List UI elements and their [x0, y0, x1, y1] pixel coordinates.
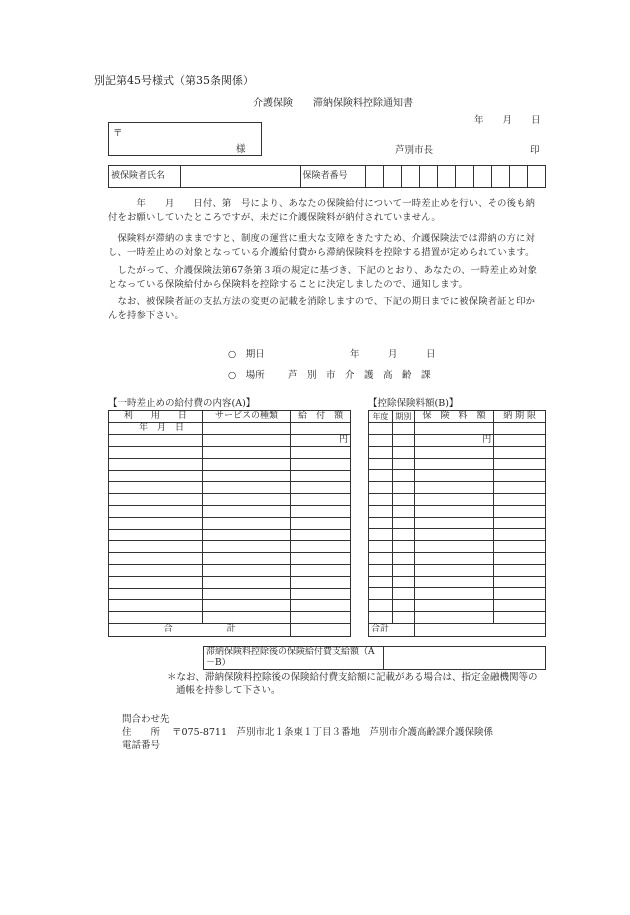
table-row: [369, 458, 546, 470]
table-b-cell[interactable]: [494, 505, 546, 517]
table-row: [369, 541, 546, 553]
table-a-cell[interactable]: [202, 612, 291, 624]
table-b-cell[interactable]: [392, 446, 414, 458]
table-a-cell[interactable]: [202, 564, 291, 576]
table-a-cell[interactable]: [109, 541, 203, 553]
table-b-cell[interactable]: [369, 564, 393, 576]
table-a-cell[interactable]: [291, 494, 351, 506]
table-a-cell[interactable]: [202, 470, 291, 482]
table-a-cell[interactable]: [202, 600, 291, 612]
table-a-cell[interactable]: [109, 564, 203, 576]
table-row: [109, 529, 351, 541]
insured-number-cell[interactable]: [366, 166, 384, 188]
table-a-cell[interactable]: [291, 553, 351, 565]
table-row: [369, 529, 546, 541]
table-b-cell[interactable]: [414, 470, 494, 482]
net-payment-value[interactable]: [384, 647, 546, 670]
table-b-cell[interactable]: [369, 529, 393, 541]
table-b-cell[interactable]: [414, 505, 494, 517]
form-number: 別記第45号様式（第35条関係）: [94, 74, 254, 87]
table-row: [109, 517, 351, 529]
table-a-cell[interactable]: [291, 470, 351, 482]
table-b-cell[interactable]: [392, 493, 414, 505]
table-a-cell[interactable]: [202, 423, 291, 435]
table-b-header-amount: 保 険 料 額: [414, 411, 494, 423]
table-b-cell[interactable]: [414, 482, 494, 494]
net-payment-label: 滞納保険料控除後の保険給付費支給額（A－B）: [204, 647, 384, 670]
date-value: 年 月 日: [350, 349, 436, 360]
table-a-cell[interactable]: [109, 505, 203, 517]
body-paragraph-2: 保険料が滞納のままですと、制度の運営に重大な支障をきたすため、介護保険法では滞納の方に対し、一時差止めの対象となっている介護給付費から滞納保険料を控除する措置が定められています。: [108, 233, 535, 258]
insured-number-label: 保険者番号: [300, 166, 366, 188]
table-b-cell[interactable]: [414, 529, 494, 541]
table-a-header-date: 利 用 日: [109, 411, 203, 423]
table-b-cell[interactable]: [369, 505, 393, 517]
table-row: [369, 588, 546, 600]
table-row: [109, 470, 351, 482]
table-b-cell[interactable]: [494, 458, 546, 470]
body-paragraph-4: なお、被保険者証の支払方法の変更の記載を消除しますので、下記の期日までに被保険者証と印かんを持参下さい。: [108, 296, 536, 321]
insured-number-cell[interactable]: [492, 166, 510, 188]
table-a-cell[interactable]: [291, 600, 351, 612]
table-a-cell[interactable]: [291, 517, 351, 529]
table-a-cell[interactable]: [202, 494, 291, 506]
date-label: ○ 期日: [228, 349, 265, 360]
table-b-cell[interactable]: [414, 458, 494, 470]
table-b-cell[interactable]: [392, 517, 414, 529]
table-b-cell[interactable]: [414, 588, 494, 600]
insured-number-cell[interactable]: [420, 166, 438, 188]
table-b-cell[interactable]: [392, 505, 414, 517]
net-payment-table: [203, 646, 546, 670]
table-a-cell[interactable]: [109, 576, 203, 588]
insured-number-cell[interactable]: [456, 166, 474, 188]
table-b-header-due: 納 期 限: [494, 411, 546, 423]
table-a-cell[interactable]: [109, 529, 203, 541]
table-row: [109, 505, 351, 517]
seal-mark: 印: [530, 145, 540, 156]
body-paragraph-1: 年 月 日付、第 号により、あなたの保険給付について一時差止めを行い、その後も納付をお願いしていたところですが、未だに介護保険料が納付されていません。: [108, 198, 536, 223]
table-b-total-label: 合計: [369, 623, 415, 636]
table-a-total-value[interactable]: [291, 623, 351, 636]
table-b-cell[interactable]: [414, 517, 494, 529]
insured-number-cell[interactable]: [474, 166, 492, 188]
place-label: ○ 場所: [228, 370, 265, 381]
table-b-cell[interactable]: [369, 423, 393, 435]
table-a-cell[interactable]: [291, 564, 351, 576]
table-b-cell[interactable]: [494, 541, 546, 553]
document-title: 介護保険 滞納保険料控除通知書: [253, 98, 413, 109]
table-row: [109, 612, 351, 624]
table-a-cell[interactable]: [291, 612, 351, 624]
table-row: [109, 541, 351, 553]
table-a-caption: 【一時差止めの給付費の内容(A)】: [108, 398, 256, 409]
insured-name-field[interactable]: [180, 166, 300, 188]
table-b-header-period: 期別: [392, 411, 414, 423]
table-b-header-year: 年度: [369, 411, 393, 423]
table-a-cell[interactable]: [291, 505, 351, 517]
table-a-cell[interactable]: [109, 470, 203, 482]
table-b-caption: 【控除保険料額(B)】: [368, 398, 459, 409]
table-b-cell[interactable]: [392, 423, 414, 435]
address-box[interactable]: [108, 122, 262, 156]
mayor-title: 芦別市長: [395, 145, 434, 156]
table-row: [369, 552, 546, 564]
table-a-cell[interactable]: [202, 517, 291, 529]
table-b-cell[interactable]: [369, 458, 393, 470]
table-a-cell[interactable]: [291, 588, 351, 600]
table-a-cell[interactable]: [291, 447, 351, 459]
table-a-cell[interactable]: [291, 541, 351, 553]
place-value: 芦 別 市 介 護 高 齢 課: [288, 370, 431, 381]
insured-number-cell[interactable]: [384, 166, 402, 188]
table-b-cell[interactable]: [369, 493, 393, 505]
note-line-2: 通帳を持参して下さい。: [176, 685, 281, 696]
table-row: [369, 611, 546, 623]
table-a-cell[interactable]: [202, 553, 291, 565]
table-b-cell[interactable]: [414, 541, 494, 553]
table-a-cell[interactable]: [202, 482, 291, 494]
table-row: [369, 564, 546, 576]
table-row: [109, 600, 351, 612]
table-b-cell[interactable]: [392, 564, 414, 576]
table-b-cell[interactable]: [494, 493, 546, 505]
table-b-total-value[interactable]: [414, 623, 545, 636]
table-b-cell[interactable]: [414, 493, 494, 505]
table-a-cell[interactable]: [291, 482, 351, 494]
table-b-cell[interactable]: [392, 552, 414, 564]
table-row: [369, 482, 546, 494]
table-b-cell[interactable]: [369, 434, 393, 446]
table-b-cell[interactable]: [369, 552, 393, 564]
table-b-cell[interactable]: [392, 529, 414, 541]
contact-address-label: 住 所: [122, 727, 161, 738]
table-b-cell[interactable]: [369, 600, 393, 612]
table-b-cell[interactable]: [494, 482, 546, 494]
table-b-cell[interactable]: [369, 611, 393, 623]
contact-address-value: 〒075-8711 芦別市北１条東１丁目３番地 芦別市介護高齢課介護保険係: [172, 727, 494, 738]
table-b-cell[interactable]: [494, 600, 546, 612]
table-a-first-date: 年 月 日: [109, 423, 203, 435]
insured-number-cell[interactable]: [438, 166, 456, 188]
table-b-cell[interactable]: [414, 611, 494, 623]
table-a-cell[interactable]: [202, 541, 291, 553]
table-row: [109, 576, 351, 588]
table-b: [368, 410, 546, 637]
table-row: [369, 600, 546, 612]
table-a-cell[interactable]: [202, 435, 291, 447]
insured-number-cell[interactable]: [509, 166, 527, 188]
table-a-cell[interactable]: [202, 588, 291, 600]
table-row: [109, 564, 351, 576]
table-b-cell[interactable]: [392, 576, 414, 588]
table-row: [369, 576, 546, 588]
insured-number-cell[interactable]: [402, 166, 420, 188]
table-b-cell[interactable]: [494, 423, 546, 435]
table-a-header-service: サービスの種類: [202, 411, 291, 423]
table-b-cell[interactable]: [392, 482, 414, 494]
table-a-total-label: 合 計: [109, 623, 291, 636]
table-a-cell[interactable]: [109, 458, 203, 470]
postal-mark: 〒: [113, 128, 123, 139]
honorific: 様: [236, 144, 246, 155]
table-a: [108, 410, 351, 637]
table-b-cell[interactable]: [392, 588, 414, 600]
contact-phone-label: 電話番号: [122, 740, 161, 751]
table-a-cell[interactable]: [109, 588, 203, 600]
table-row: [369, 517, 546, 529]
table-a-cell[interactable]: [291, 529, 351, 541]
table-row: [369, 493, 546, 505]
table-row: [369, 446, 546, 458]
table-a-header-amount: 給 付 額: [291, 411, 351, 423]
table-b-cell[interactable]: [392, 470, 414, 482]
table-b-cell[interactable]: [392, 434, 414, 446]
table-a-cell[interactable]: [109, 600, 203, 612]
table-b-cell[interactable]: [414, 564, 494, 576]
note-line-1: ＊なお、滞納保険料控除後の保険給付費支給額に記載がある場合は、指定金融機関等の: [167, 672, 538, 683]
table-a-cell[interactable]: [291, 423, 351, 435]
table-b-cell[interactable]: [414, 576, 494, 588]
table-row: [369, 505, 546, 517]
table-a-cell[interactable]: [109, 494, 203, 506]
table-b-cell[interactable]: [369, 576, 393, 588]
issue-date: 年 月 日: [474, 115, 541, 126]
insured-name-label: 被保険者氏名: [109, 166, 181, 188]
table-b-cell[interactable]: [392, 458, 414, 470]
table-b-cell[interactable]: [369, 446, 393, 458]
table-a-cell[interactable]: [109, 612, 203, 624]
table-b-cell[interactable]: [494, 470, 546, 482]
table-b-cell[interactable]: [369, 541, 393, 553]
table-a-cell[interactable]: [109, 435, 203, 447]
table-a-cell[interactable]: [202, 505, 291, 517]
table-b-cell[interactable]: [494, 611, 546, 623]
table-a-cell[interactable]: [109, 482, 203, 494]
table-row: [109, 482, 351, 494]
table-b-cell[interactable]: [494, 529, 546, 541]
table-b-cell[interactable]: [494, 517, 546, 529]
table-b-cell[interactable]: [369, 482, 393, 494]
table-b-cell[interactable]: [392, 600, 414, 612]
contact-heading: 問合わせ先: [122, 714, 170, 725]
table-b-cell[interactable]: [392, 541, 414, 553]
table-a-cell[interactable]: [202, 529, 291, 541]
table-a-unit: 円: [291, 435, 351, 447]
table-a-cell[interactable]: [202, 576, 291, 588]
table-row: [109, 588, 351, 600]
table-b-cell[interactable]: [494, 434, 546, 446]
table-row: [109, 553, 351, 565]
table-a-cell[interactable]: [109, 447, 203, 459]
table-b-cell[interactable]: [414, 600, 494, 612]
table-a-cell[interactable]: [109, 553, 203, 565]
insured-info-table: [108, 165, 546, 188]
table-b-cell[interactable]: [369, 588, 393, 600]
table-b-cell[interactable]: [369, 517, 393, 529]
table-a-cell[interactable]: [202, 458, 291, 470]
table-row: [369, 470, 546, 482]
table-b-cell[interactable]: [494, 564, 546, 576]
table-b-cell[interactable]: [494, 552, 546, 564]
table-a-cell[interactable]: [291, 458, 351, 470]
table-b-cell[interactable]: [369, 470, 393, 482]
table-b-cell[interactable]: [494, 576, 546, 588]
table-row: [109, 447, 351, 459]
table-row: [109, 494, 351, 506]
table-a-cell[interactable]: [109, 517, 203, 529]
table-a-cell[interactable]: [202, 447, 291, 459]
table-b-cell[interactable]: [414, 446, 494, 458]
table-b-cell[interactable]: [494, 588, 546, 600]
table-b-cell[interactable]: [414, 423, 494, 435]
table-row: [369, 423, 546, 435]
table-b-cell[interactable]: [392, 611, 414, 623]
table-a-cell[interactable]: [291, 576, 351, 588]
body-paragraph-3: したがって、介護保険法第67条第３項の規定に基づき、下記のとおり、あなたの、一時差止め対象となっている保険給付から保険料を控除することに決定しましたので、通知します。: [108, 265, 538, 290]
table-b-cell[interactable]: [414, 552, 494, 564]
table-b-unit: 円: [414, 434, 494, 446]
table-b-cell[interactable]: [494, 446, 546, 458]
table-row: [109, 458, 351, 470]
insured-number-cell[interactable]: [527, 166, 545, 188]
